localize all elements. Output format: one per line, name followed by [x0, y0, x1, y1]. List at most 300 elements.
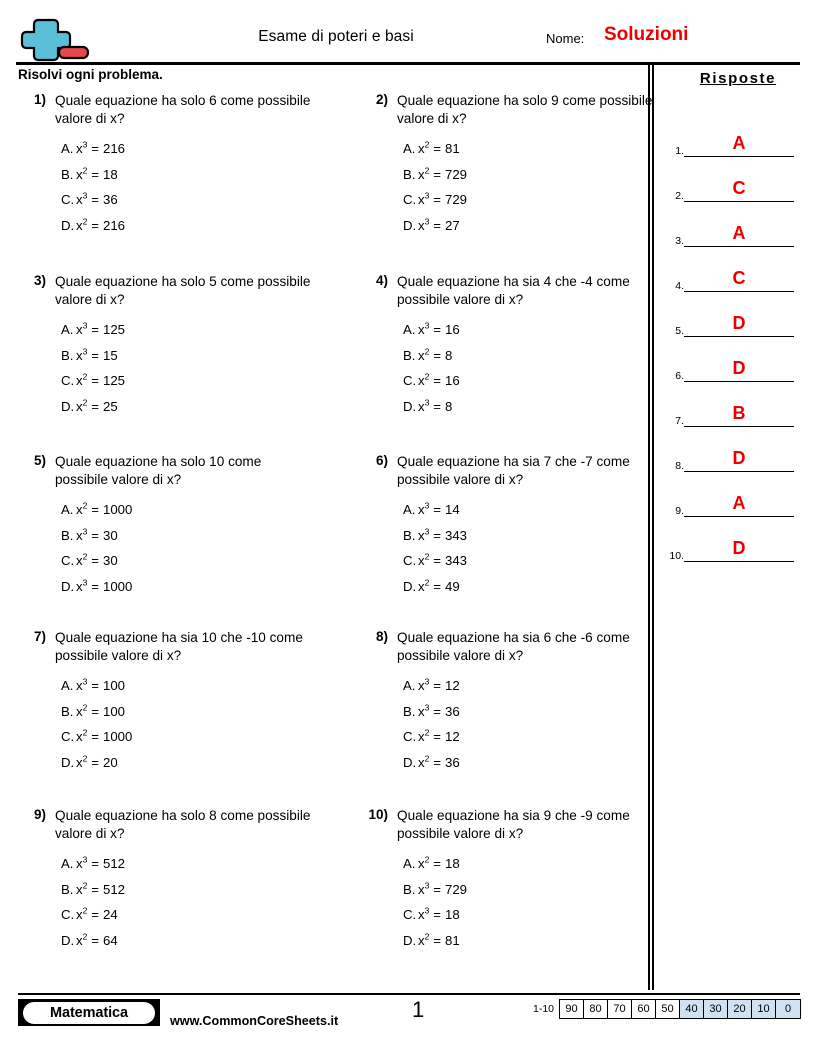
question-5: [14, 453, 320, 599]
choice-base: x: [76, 192, 83, 207]
choice-value: 1000: [103, 729, 133, 744]
choice-letter: B.: [403, 166, 416, 182]
choice-option[interactable]: [403, 213, 662, 239]
choice-base: x: [418, 881, 425, 897]
equals-sign: =: [87, 527, 104, 543]
choice-base: x: [76, 141, 83, 156]
choice-base: x: [76, 729, 83, 744]
choice-base: x: [418, 553, 425, 568]
instruction-text: Risolvi ogni problema.: [18, 67, 163, 82]
brand-label: Matematica: [23, 1002, 155, 1024]
answer-row: [658, 472, 794, 517]
choice-option[interactable]: [403, 574, 662, 600]
question-number: 7): [33, 629, 46, 644]
choice-exponent: 3: [424, 397, 430, 408]
question-number: 6): [375, 453, 388, 468]
score-cell: 0: [776, 1000, 800, 1018]
equals-sign: =: [429, 932, 446, 948]
choice-base: x: [76, 678, 83, 693]
question-number: 3): [33, 273, 46, 288]
question-number: 1): [33, 92, 46, 107]
equals-sign: =: [429, 347, 446, 363]
choice-base: x: [76, 502, 83, 517]
choice-list: [61, 851, 320, 953]
choice-option[interactable]: [403, 394, 662, 420]
choice-letter: D.: [61, 578, 75, 594]
question-text: Quale equazione ha solo 10 come possibile valore di x?: [55, 454, 262, 487]
equals-sign: =: [87, 347, 104, 363]
equals-sign: =: [87, 553, 104, 568]
choice-value: 100: [103, 678, 126, 693]
choice-base: x: [76, 907, 83, 922]
choice-letter: D.: [403, 754, 417, 770]
choice-value: 30: [103, 553, 118, 568]
question-number: 5): [33, 453, 46, 468]
answer-value: A: [732, 133, 746, 153]
choice-option[interactable]: [403, 523, 662, 549]
score-range-label: 1-10: [533, 1003, 555, 1015]
choice-value: 15: [103, 347, 118, 363]
choice-value: 36: [103, 192, 118, 207]
answer-row: [658, 337, 794, 382]
question-head: [14, 807, 320, 843]
question-text: Quale equazione ha solo 5 come possibile valore di x?: [55, 274, 311, 307]
question-head: [356, 453, 662, 489]
choice-value: 512: [103, 856, 126, 871]
choice-letter: C.: [403, 907, 417, 922]
choice-list: [403, 851, 662, 953]
choice-base: x: [76, 347, 83, 363]
choice-letter: A.: [61, 141, 74, 156]
score-cell: 10: [752, 1000, 776, 1018]
choice-letter: A.: [403, 856, 416, 871]
choice-option[interactable]: [61, 317, 320, 343]
question-text: Quale equazione ha sia 9 che -9 come possibile valore di x?: [397, 808, 630, 841]
page-title: Esame di poteri e basi: [258, 28, 414, 45]
choice-option[interactable]: [61, 902, 320, 928]
choice-option[interactable]: [61, 523, 320, 549]
answer-index: 4.: [675, 280, 684, 292]
choice-letter: D.: [61, 932, 75, 948]
choice-option[interactable]: [403, 902, 662, 928]
equals-sign: =: [429, 729, 446, 744]
worksheet-header: [16, 14, 800, 62]
choice-letter: C.: [403, 373, 417, 388]
equals-sign: =: [87, 881, 104, 897]
choice-exponent: 3: [424, 216, 430, 227]
choice-exponent: 2: [82, 753, 88, 764]
choice-value: 12: [445, 729, 460, 744]
choice-value: 64: [103, 932, 118, 948]
choice-letter: A.: [61, 678, 74, 693]
choice-letter: B.: [61, 881, 74, 897]
choice-value: 216: [103, 217, 126, 233]
question-4: [356, 273, 662, 419]
answer-index: 3.: [675, 235, 684, 247]
choice-base: x: [418, 502, 425, 517]
choice-value: 343: [445, 527, 468, 543]
choice-exponent: 2: [424, 165, 430, 176]
question-number: 4): [375, 273, 388, 288]
equals-sign: =: [87, 141, 104, 156]
question-head: [356, 92, 662, 128]
choice-option[interactable]: [61, 368, 320, 394]
equals-sign: =: [429, 502, 446, 517]
choice-exponent: 3: [424, 526, 430, 537]
choice-exponent: 2: [424, 551, 430, 562]
site-url: www.CommonCoreSheets.it: [170, 1014, 339, 1028]
choice-exponent: 2: [424, 931, 430, 942]
choice-exponent: 2: [82, 397, 88, 408]
choice-letter: B.: [403, 347, 416, 363]
question-3: [14, 273, 320, 419]
answer-index: 5.: [675, 325, 684, 337]
choice-value: 729: [445, 881, 468, 897]
choice-base: x: [76, 398, 83, 414]
question-1: [14, 92, 320, 238]
equals-sign: =: [429, 578, 446, 594]
choice-base: x: [418, 703, 425, 719]
choice-option[interactable]: [61, 928, 320, 954]
answer-row: [658, 112, 794, 157]
header-divider: [16, 62, 800, 65]
choice-list: [403, 497, 662, 599]
equals-sign: =: [87, 856, 104, 871]
choice-value: 8: [445, 347, 453, 363]
equals-sign: =: [87, 703, 104, 719]
answer-value: A: [732, 493, 746, 513]
answer-value: A: [732, 223, 746, 243]
equals-sign: =: [429, 856, 446, 871]
choice-option[interactable]: [403, 548, 662, 574]
score-cells: [559, 999, 801, 1019]
choice-option[interactable]: [403, 343, 662, 369]
choice-exponent: 2: [424, 371, 430, 382]
choice-base: x: [418, 217, 425, 233]
choice-option[interactable]: [403, 928, 662, 954]
choice-letter: B.: [403, 881, 416, 897]
choice-base: x: [418, 729, 425, 744]
choice-exponent: 2: [424, 346, 430, 357]
choice-letter: C.: [403, 553, 417, 568]
choice-letter: D.: [403, 932, 417, 948]
answer-index: 10.: [669, 550, 684, 562]
equals-sign: =: [429, 166, 446, 182]
choice-exponent: 3: [424, 702, 430, 713]
choice-letter: D.: [403, 578, 417, 594]
choice-base: x: [76, 932, 83, 948]
choice-base: x: [76, 754, 83, 770]
choice-option[interactable]: [61, 750, 320, 776]
question-number: 10): [368, 807, 388, 822]
choice-value: 12: [445, 678, 460, 693]
question-7: [14, 629, 320, 775]
question-2: [356, 92, 662, 238]
choice-exponent: 2: [82, 702, 88, 713]
choice-base: x: [76, 527, 83, 543]
answer-index: 1.: [675, 145, 684, 157]
answer-value: D: [732, 358, 746, 378]
choice-option[interactable]: [61, 343, 320, 369]
choice-exponent: 3: [82, 526, 88, 537]
choice-option[interactable]: [61, 699, 320, 725]
choice-letter: A.: [403, 141, 416, 156]
choice-exponent: 2: [82, 551, 88, 562]
choice-letter: C.: [61, 373, 75, 388]
equals-sign: =: [87, 678, 104, 693]
choice-value: 1000: [103, 578, 133, 594]
choice-value: 18: [103, 166, 118, 182]
choice-option[interactable]: [403, 673, 662, 699]
score-cell: 30: [704, 1000, 728, 1018]
choice-option[interactable]: [61, 548, 320, 574]
choice-letter: C.: [61, 907, 75, 922]
equals-sign: =: [429, 373, 446, 388]
question-text: Quale equazione ha sia 6 che -6 come possibile valore di x?: [397, 630, 630, 663]
choice-base: x: [418, 578, 425, 594]
choice-base: x: [418, 398, 425, 414]
choice-exponent: 3: [424, 676, 430, 687]
choice-letter: A.: [61, 502, 74, 517]
choice-exponent: 3: [82, 577, 88, 588]
choice-base: x: [418, 141, 425, 156]
question-head: [356, 629, 662, 665]
question-10: [356, 807, 662, 953]
answer-row: [658, 247, 794, 292]
choice-option[interactable]: [403, 187, 662, 213]
choice-letter: B.: [61, 703, 74, 719]
choice-option[interactable]: [403, 497, 662, 523]
choice-option[interactable]: [61, 851, 320, 877]
choice-exponent: 2: [424, 139, 430, 150]
question-number: 2): [375, 92, 388, 107]
choice-option[interactable]: [61, 213, 320, 239]
choice-base: x: [76, 703, 83, 719]
choice-list: [403, 136, 662, 238]
choice-base: x: [418, 932, 425, 948]
equals-sign: =: [429, 527, 446, 543]
choice-value: 125: [103, 322, 126, 337]
score-cell: 20: [728, 1000, 752, 1018]
choice-exponent: 2: [82, 905, 88, 916]
choice-value: 81: [445, 141, 460, 156]
choice-value: 30: [103, 527, 118, 543]
choice-letter: C.: [61, 729, 75, 744]
choice-option[interactable]: [61, 673, 320, 699]
choice-value: 49: [445, 578, 460, 594]
equals-sign: =: [429, 907, 446, 922]
choice-value: 14: [445, 502, 460, 517]
footer-divider: [18, 993, 800, 995]
equals-sign: =: [429, 881, 446, 897]
choice-exponent: 3: [424, 500, 430, 511]
plus-minus-logo-icon: [16, 16, 94, 62]
choice-option[interactable]: [403, 368, 662, 394]
choice-letter: D.: [403, 217, 417, 233]
choice-option[interactable]: [61, 394, 320, 420]
choice-letter: A.: [61, 856, 74, 871]
choice-base: x: [76, 373, 83, 388]
choice-value: 1000: [103, 502, 133, 517]
choice-exponent: 3: [82, 190, 88, 201]
question-head: [14, 273, 320, 309]
choice-base: x: [76, 322, 83, 337]
choice-base: x: [418, 907, 425, 922]
choice-option[interactable]: [61, 187, 320, 213]
choice-option[interactable]: [61, 877, 320, 903]
choice-letter: B.: [61, 347, 74, 363]
choice-base: x: [76, 881, 83, 897]
choice-exponent: 2: [82, 165, 88, 176]
question-head: [14, 92, 320, 128]
equals-sign: =: [429, 553, 446, 568]
choice-value: 16: [445, 373, 460, 388]
question-text: Quale equazione ha sia 10 che -10 come possibile valore di x?: [55, 630, 303, 663]
choice-exponent: 2: [82, 880, 88, 891]
choice-value: 18: [445, 856, 460, 871]
equals-sign: =: [87, 166, 104, 182]
answer-value: D: [732, 448, 746, 468]
choice-list: [61, 497, 320, 599]
score-cell: 80: [584, 1000, 608, 1018]
question-8: [356, 629, 662, 775]
equals-sign: =: [429, 217, 446, 233]
choice-letter: D.: [403, 398, 417, 414]
choice-value: 36: [445, 754, 460, 770]
choice-letter: B.: [403, 527, 416, 543]
question-head: [14, 453, 320, 489]
choice-base: x: [418, 322, 425, 337]
name-label: Nome:: [546, 31, 585, 46]
choice-option[interactable]: [403, 162, 662, 188]
equals-sign: =: [87, 398, 104, 414]
answer-index: 8.: [675, 460, 684, 472]
choice-letter: B.: [403, 703, 416, 719]
choice-exponent: 2: [424, 854, 430, 865]
choice-option[interactable]: [403, 724, 662, 750]
choice-exponent: 3: [82, 320, 88, 331]
question-text: Quale equazione ha solo 9 come possibile valore di x?: [397, 93, 653, 126]
choice-value: 8: [445, 398, 453, 414]
equals-sign: =: [87, 192, 104, 207]
choice-list: [403, 317, 662, 419]
answer-row: [658, 382, 794, 427]
choice-letter: B.: [61, 527, 74, 543]
choice-value: 343: [445, 553, 468, 568]
choice-list: [61, 673, 320, 775]
equals-sign: =: [87, 932, 104, 948]
choice-exponent: 3: [424, 190, 430, 201]
choice-letter: A.: [403, 322, 416, 337]
score-scale: [533, 999, 801, 1019]
score-cell: 60: [632, 1000, 656, 1018]
question-number: 9): [33, 807, 46, 822]
choice-base: x: [418, 856, 425, 871]
choice-option[interactable]: [61, 162, 320, 188]
choice-exponent: 3: [424, 880, 430, 891]
choice-base: x: [76, 217, 83, 233]
name-value: Soluzioni: [604, 24, 689, 45]
score-cell: 50: [656, 1000, 680, 1018]
choice-exponent: 2: [82, 931, 88, 942]
choice-value: 24: [103, 907, 118, 922]
equals-sign: =: [87, 217, 104, 233]
question-number: 8): [375, 629, 388, 644]
choice-value: 100: [103, 703, 126, 719]
choice-letter: D.: [61, 398, 75, 414]
choice-base: x: [76, 166, 83, 182]
equals-sign: =: [87, 322, 104, 337]
choice-value: 216: [103, 141, 126, 156]
choice-exponent: 3: [82, 854, 88, 865]
choice-exponent: 2: [82, 371, 88, 382]
equals-sign: =: [87, 502, 104, 517]
answer-index: 2.: [675, 190, 684, 202]
equals-sign: =: [429, 678, 446, 693]
choice-option[interactable]: [61, 724, 320, 750]
choice-option[interactable]: [61, 574, 320, 600]
answer-row: [658, 517, 794, 562]
score-cell: 40: [680, 1000, 704, 1018]
choice-list: [61, 317, 320, 419]
answer-row: [658, 292, 794, 337]
question-head: [356, 807, 662, 843]
choice-letter: D.: [61, 754, 75, 770]
equals-sign: =: [429, 398, 446, 414]
answer-row: [658, 202, 794, 247]
choice-exponent: 2: [82, 727, 88, 738]
choice-letter: D.: [61, 217, 75, 233]
choice-base: x: [76, 553, 83, 568]
choice-option[interactable]: [61, 136, 320, 162]
choice-value: 20: [103, 754, 118, 770]
choice-value: 36: [445, 703, 460, 719]
choice-exponent: 2: [424, 727, 430, 738]
choice-option[interactable]: [403, 750, 662, 776]
question-head: [14, 629, 320, 665]
question-text: Quale equazione ha solo 6 come possibile valore di x?: [55, 93, 311, 126]
choice-option[interactable]: [403, 877, 662, 903]
choice-letter: A.: [403, 678, 416, 693]
choice-value: 729: [445, 192, 468, 207]
question-head: [356, 273, 662, 309]
choice-exponent: 2: [424, 577, 430, 588]
answer-panel-title: Risposte: [699, 70, 777, 87]
choice-base: x: [418, 192, 425, 207]
choice-list: [403, 673, 662, 775]
choice-option[interactable]: [403, 136, 662, 162]
choice-option[interactable]: [61, 497, 320, 523]
question-6: [356, 453, 662, 599]
questions-area: [8, 92, 653, 972]
choice-option[interactable]: [403, 699, 662, 725]
choice-value: 512: [103, 881, 126, 897]
choice-value: 16: [445, 322, 460, 337]
choice-base: x: [418, 527, 425, 543]
choice-option[interactable]: [403, 851, 662, 877]
choice-option[interactable]: [403, 317, 662, 343]
equals-sign: =: [87, 729, 104, 744]
answer-index: 7.: [675, 415, 684, 427]
choice-exponent: 2: [82, 216, 88, 227]
choice-base: x: [76, 856, 83, 871]
answer-row: [658, 427, 794, 472]
equals-sign: =: [429, 192, 446, 207]
choice-base: x: [76, 578, 83, 594]
answer-value: C: [732, 268, 746, 288]
choice-letter: C.: [61, 553, 75, 568]
choice-letter: C.: [403, 729, 417, 744]
